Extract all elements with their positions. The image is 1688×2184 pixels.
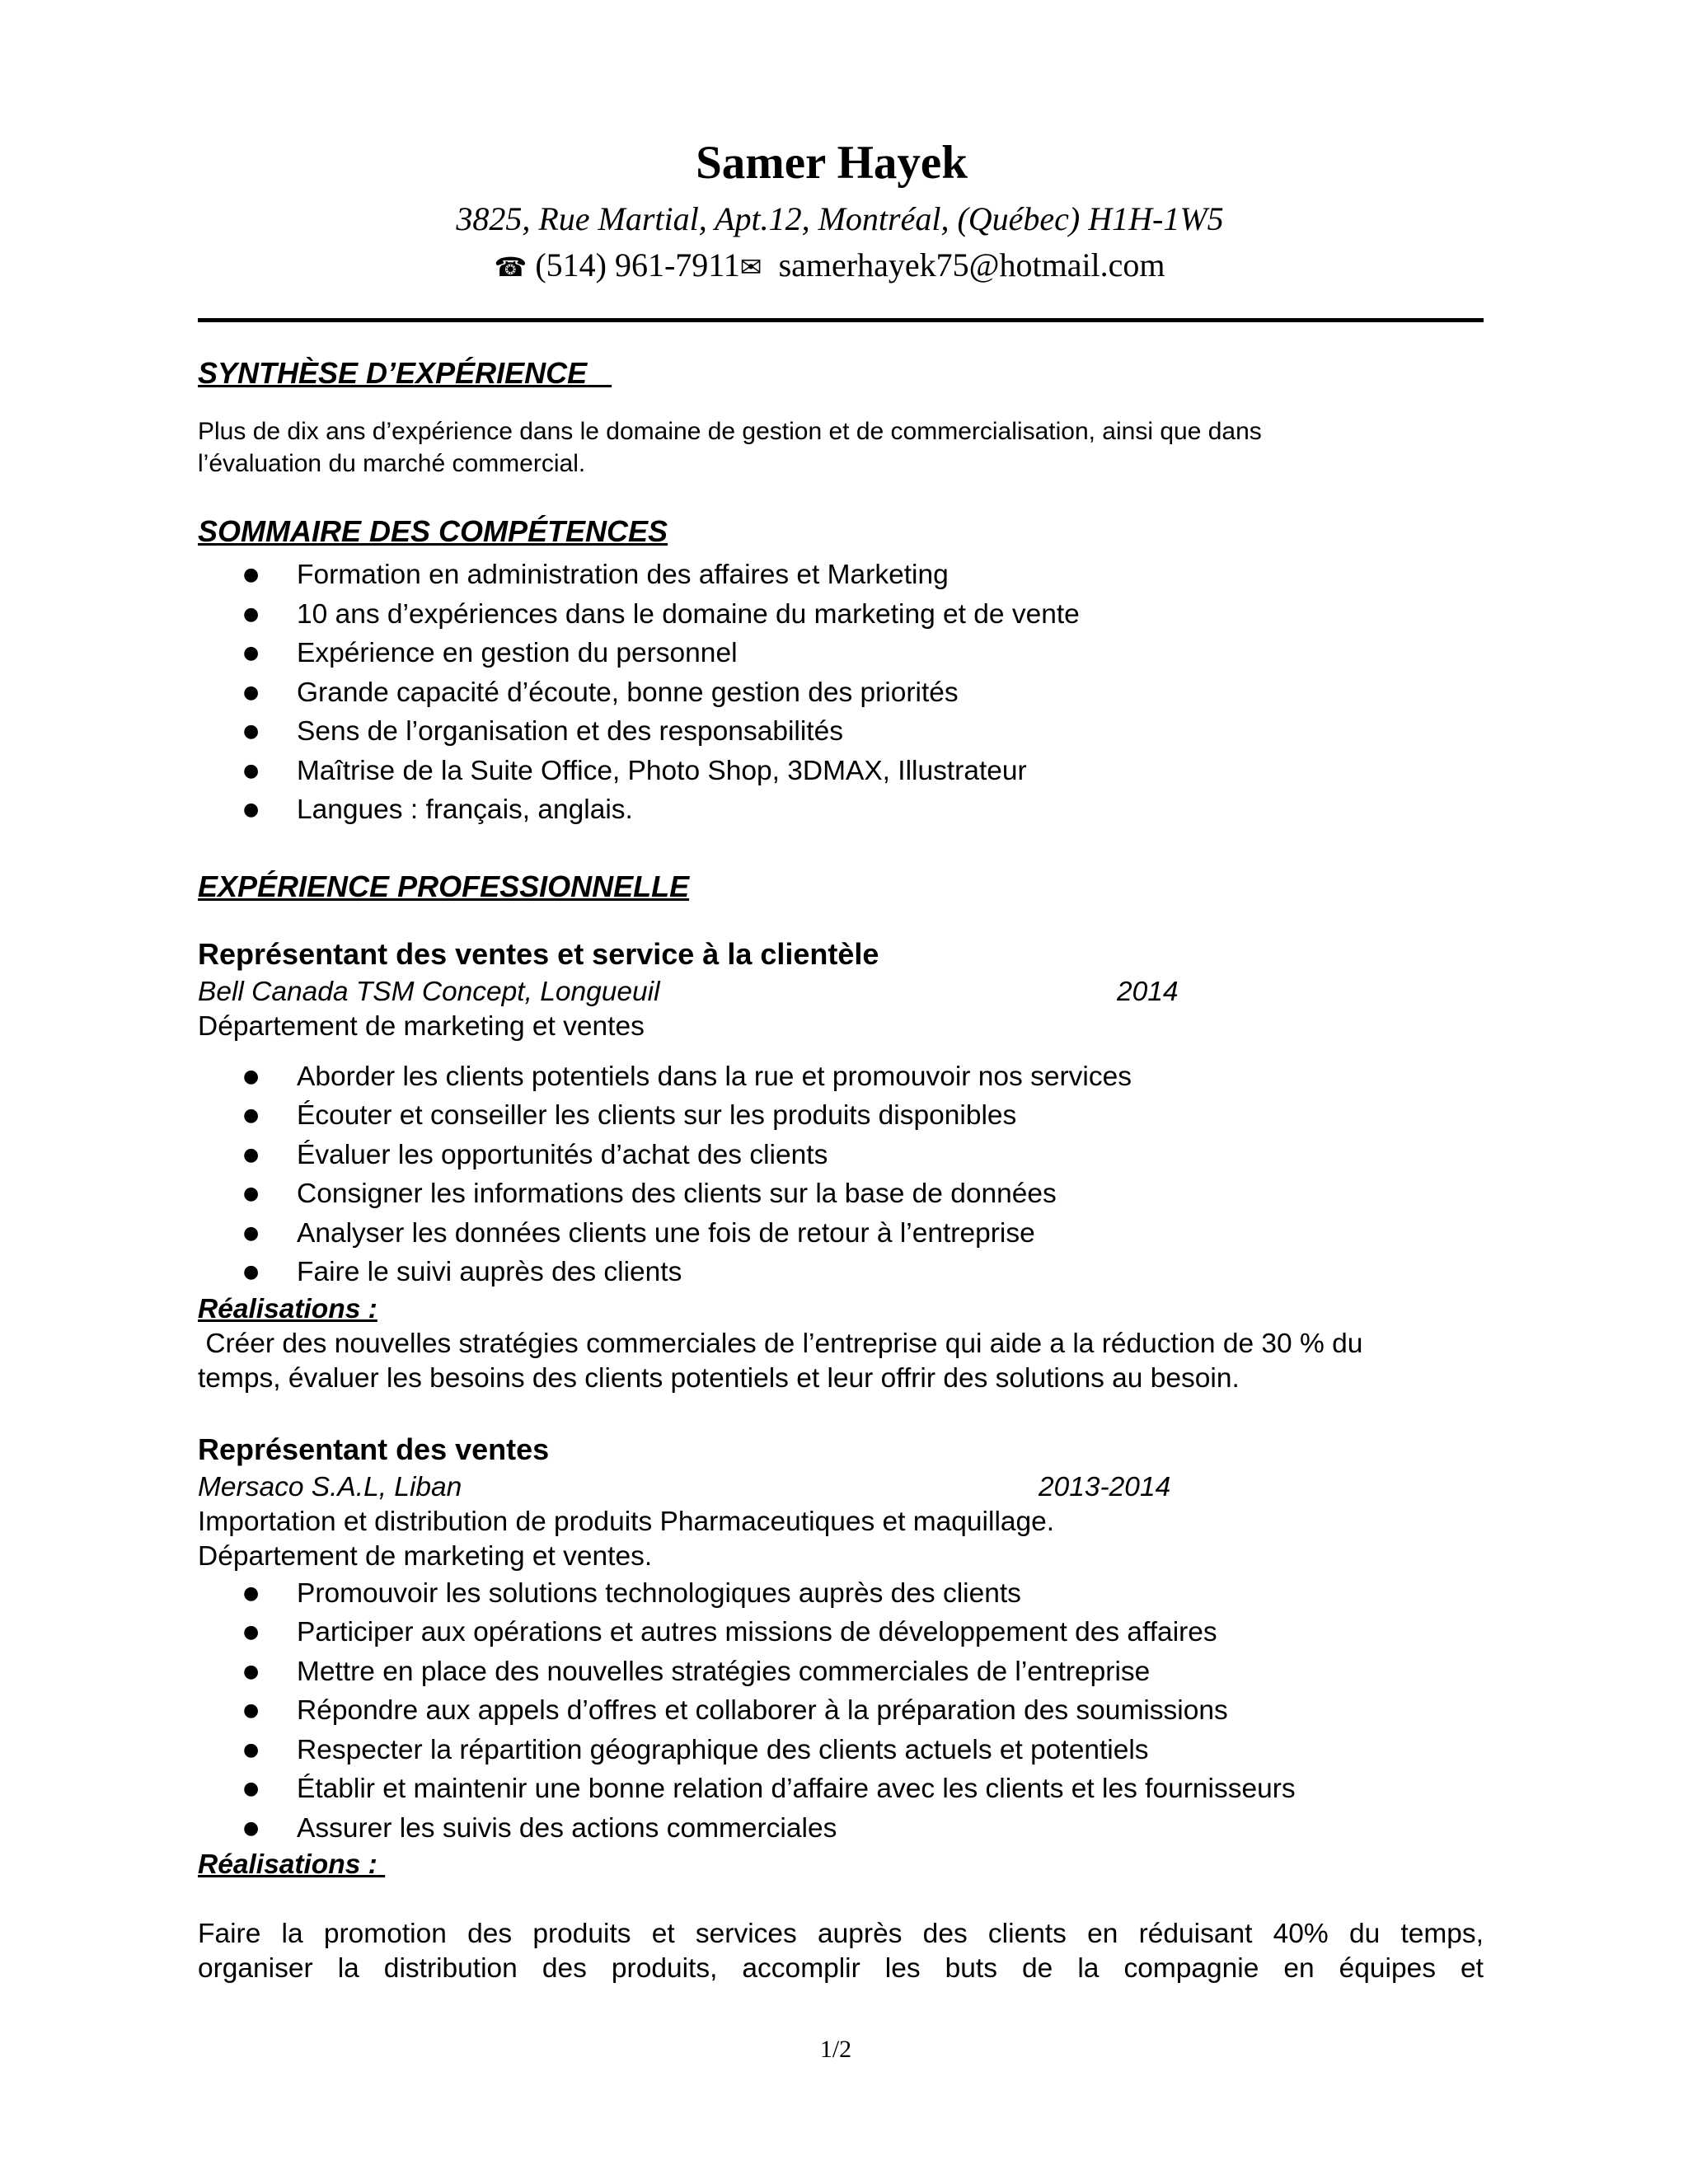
section-synthese [198,353,1484,480]
bullet-icon: ● [243,799,260,820]
list-item: ● Expérience en gestion du personnel [198,634,1484,673]
bullet-icon: ● [243,760,260,781]
list-item: ● Maîtrise de la Suite Office, Photo Shop, 3DMAX, Illustrateur [198,752,1484,791]
contact-line [0,242,1688,290]
email: samerhayek75@hotmail.com [778,246,1165,284]
bullet-icon: ● [243,1739,260,1760]
list-item: ● Écouter et conseiller les clients sur les produits disponibles [198,1096,1484,1136]
bullet-icon: ● [243,643,260,663]
realisations-line: Faire la promotion des produits et services auprès des clients en réduisant 40% du temps, [198,1919,1484,1949]
resume-content [198,353,1484,1986]
job-company: Bell Canada TSM Concept, Longueuil [198,976,660,1007]
job-company-line [198,975,1484,1010]
phone-icon: ☎ [494,251,528,283]
list-item: ● Langues : français, anglais. [198,790,1484,830]
bullet-icon: ● [243,1262,260,1282]
bullet-icon: ● [243,1222,260,1244]
candidate-name: Samer Hayek [696,137,968,189]
list-item: ● Aborder les clients potentiels dans la rue et promouvoir nos services [198,1057,1484,1097]
bullet-icon: ● [243,1700,260,1721]
bullet-icon: ● [243,1066,260,1087]
job-company: Mersaco S.A.L, Liban [198,1471,462,1502]
job-department: Département de marketing et ventes [198,1010,645,1042]
list-item: ● Grande capacité d’écoute, bonne gestion des priorités [198,673,1484,713]
list-item: ● Assurer les suivis des actions commerciales [198,1809,1484,1849]
synthese-line: l’évaluation du marché commercial. [198,450,586,477]
bullet-icon: ● [243,682,260,703]
bullet-icon: ● [243,721,260,742]
bullet-icon: ● [243,565,260,585]
synthese-line: Plus de dix ans d’expérience dans le domaine de gestion et de commercialisation, ainsi que dans [198,418,1262,445]
list-item: ● Analyser les données clients une fois de retour à l’entreprise [198,1214,1484,1254]
list-item: ● Formation en administration des affaires et Marketing [198,555,1484,595]
address: 3825, Rue Martial, Apt.12, Montréal, (Québec) H1H-1W5 [456,200,1224,237]
list-item: ● Établir et maintenir une bonne relation d’affaire avec les clients et les fournisseurs [198,1769,1484,1809]
section-title: SYNTHÈSE D’EXPÉRIENCE [198,356,588,390]
bullet-icon: ● [243,1183,260,1204]
list-item: ● 10 ans d’expériences dans le domaine du marketing et de vente [198,595,1484,635]
list-item: ● Respecter la répartition géographique des clients actuels et potentiels [198,1731,1484,1770]
list-item: ● Promouvoir les solutions technologiques auprès des clients [198,1574,1484,1614]
envelope-icon: ✉ [739,251,762,283]
section-competences [198,511,1484,830]
bullet-icon: ● [243,1622,260,1643]
list-item: ● Consigner les informations des clients sur la base de données [198,1174,1484,1214]
realisations-line: organiser la distribution des produits, accomplir les buts de la compagnie en équipes et [198,1953,1484,1984]
bullet-icon: ● [243,1105,260,1126]
page-number: 1/2 [819,2036,852,2063]
realisations-text [198,1327,1484,1396]
list-item: ● Mettre en place des nouvelles stratégies commerciales de l’entreprise [198,1652,1484,1692]
header-divider [198,318,1484,322]
list-item: ● Répondre aux appels d’offres et collaborer à la préparation des soumissions [198,1691,1484,1731]
bullet-icon: ● [243,1661,260,1682]
realisations-label: Réalisations : [198,1849,377,1880]
job-title: Représentant des ventes et service à la clientèle [198,936,879,971]
list-item: ● Sens de l’organisation et des responsabilités [198,712,1484,752]
list-item: ● Évaluer les opportunités d’achat des clients [198,1136,1484,1175]
section-title: EXPÉRIENCE PROFESSIONNELLE [198,869,690,903]
section-title: SOMMAIRE DES COMPÉTENCES [198,514,668,548]
job-description: Importation et distribution de produits Pharmaceutiques et maquillage. [198,1506,1055,1537]
job-entry [198,934,1484,1396]
job-date: 2013-2014 [1039,1471,1171,1502]
header [0,130,1688,290]
realisations-line: Créer des nouvelles stratégies commerciales de l’entreprise qui aide a la réduction de 30 % du [205,1328,1363,1359]
competences-list [198,555,1484,830]
realisations-label: Réalisations : [198,1293,377,1324]
job-title: Représentant des ventes [198,1432,550,1466]
job-entry [198,1429,1484,1987]
bullet-icon: ● [243,1144,260,1165]
list-item: ● Participer aux opérations et autres missions de développement des affaires [198,1613,1484,1652]
phone-number: (514) 961-7911 [535,246,740,284]
job-company-line [198,1470,1484,1505]
task-list [198,1574,1484,1849]
job-date: 2014 [1117,976,1179,1007]
synthese-text [198,415,1484,480]
bullet-icon: ● [243,1779,260,1799]
task-list [198,1057,1484,1292]
realisations-line: temps, évaluer les besoins des clients potentiels et leur offrir des solutions au besoin. [198,1362,1240,1394]
bullet-icon: ● [243,1817,260,1839]
job-department: Département de marketing et ventes. [198,1540,653,1572]
list-item: ● Faire le suivi auprès des clients [198,1253,1484,1292]
bullet-icon: ● [243,1582,260,1604]
bullet-icon: ● [243,603,260,625]
section-experience [198,866,1484,1987]
realisations-text [198,1917,1484,1986]
